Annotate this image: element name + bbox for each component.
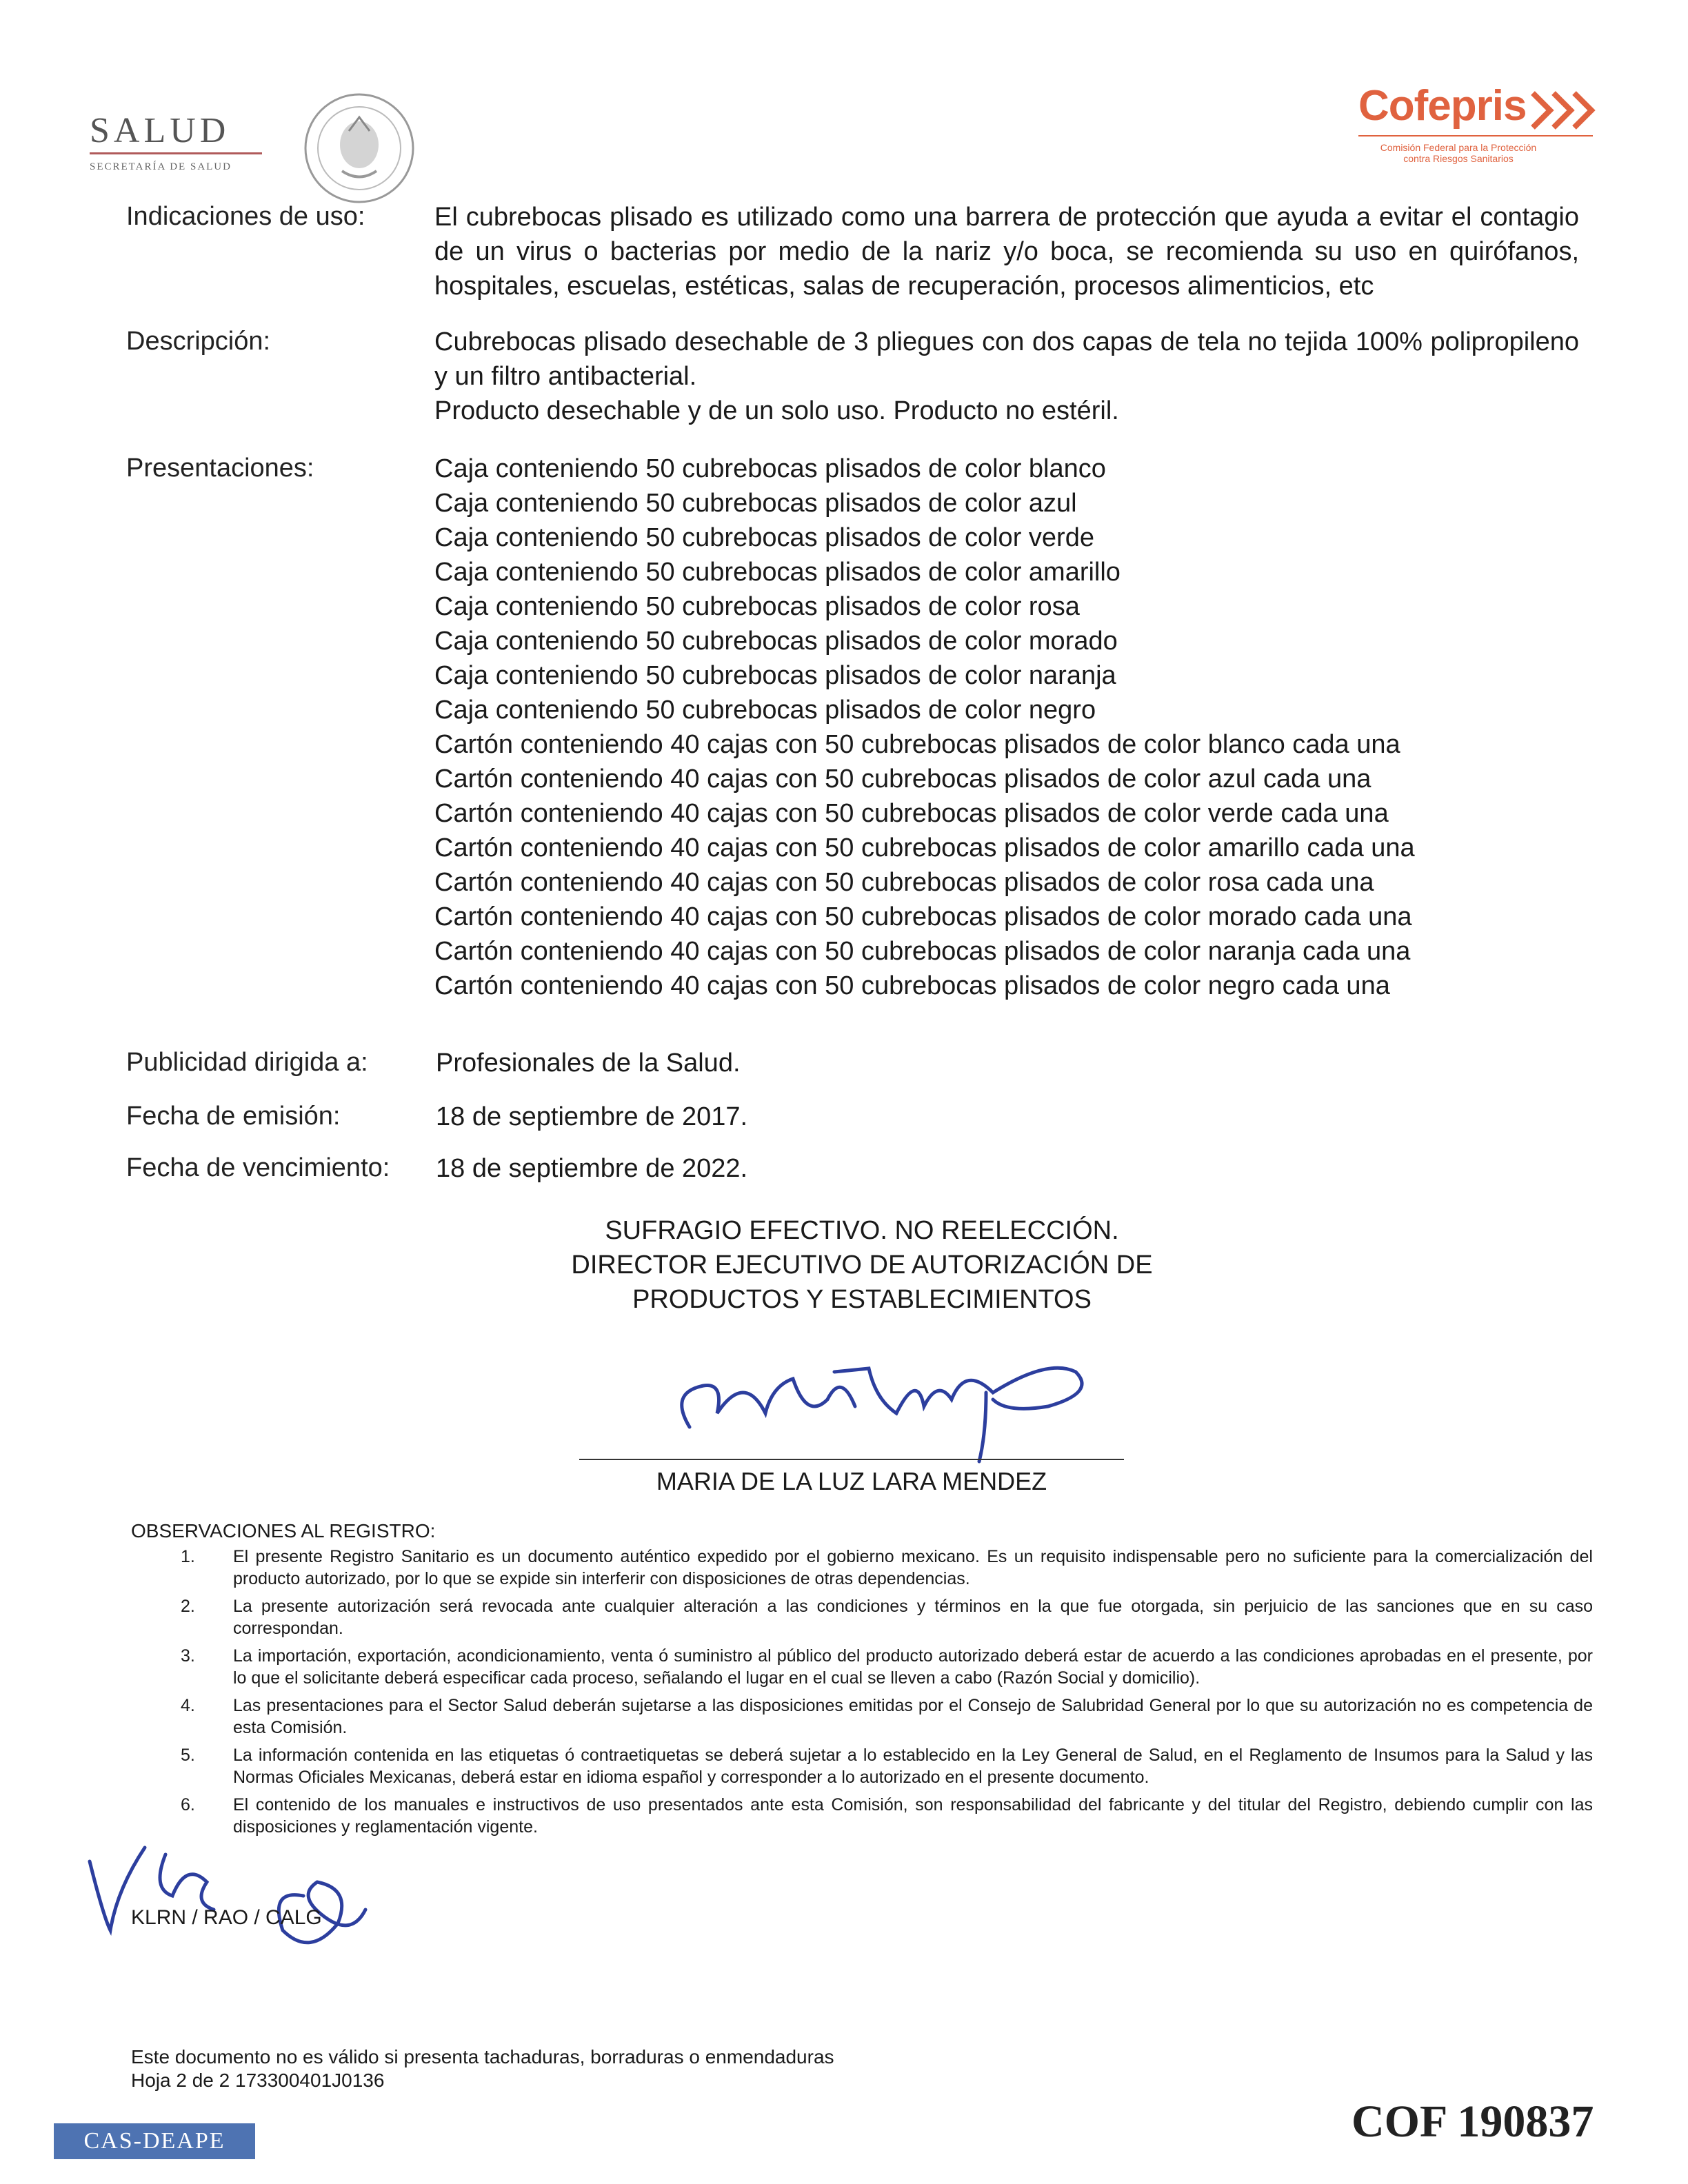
handwritten-signature-icon bbox=[662, 1331, 1103, 1468]
publicidad-label: Publicidad dirigida a: bbox=[126, 1048, 368, 1077]
list-item: Caja conteniendo 50 cubrebocas plisados de color amarillo bbox=[434, 558, 1121, 587]
list-item: Cartón conteniendo 40 cajas con 50 cubrebocas plisados de color verde cada una bbox=[434, 799, 1389, 828]
signature-line-2: DIRECTOR EJECUTIVO DE AUTORIZACIÓN DE bbox=[571, 1251, 1153, 1280]
descripcion-text-2: Producto desechable y de un solo uso. Producto no estéril. bbox=[434, 396, 1119, 425]
vencimiento-value: 18 de septiembre de 2022. bbox=[436, 1154, 748, 1183]
salud-subtitle: SECRETARÍA DE SALUD bbox=[90, 161, 232, 172]
salud-divider bbox=[90, 152, 262, 154]
list-item: Cartón conteniendo 40 cajas con 50 cubrebocas plisados de color blanco cada una bbox=[434, 730, 1400, 759]
initials-text: KLRN / RAO / CALG bbox=[131, 1906, 322, 1929]
list-item: Cartón conteniendo 40 cajas con 50 cubrebocas plisados de color naranja cada una bbox=[434, 937, 1411, 966]
list-item bbox=[131, 1695, 1593, 1739]
obs-text: La presente autorización será revocada ante cualquier alteración a las condiciones y términos en la que fue otorgada, sin perjuicio de las sanciones que en su caso correspondan. bbox=[233, 1597, 1593, 1638]
list-item bbox=[131, 1645, 1593, 1689]
presentaciones-list bbox=[434, 452, 1415, 1003]
list-item: Cartón conteniendo 40 cajas con 50 cubrebocas plisados de color morado cada una bbox=[434, 902, 1412, 931]
obs-text: La información contenida en las etiquetas ó contraetiquetas se deberá sujetar a lo establecido en la Ley General de Salud, en el Reglamento de Insumos para la Salud y las Normas Oficiales Mexicanas, deberá estar en idioma español y corresponder a lo autorizado en el presente documento. bbox=[233, 1746, 1593, 1787]
list-item: Caja conteniendo 50 cubrebocas plisados de color verde bbox=[434, 523, 1094, 552]
list-item: Cartón conteniendo 40 cajas con 50 cubrebocas plisados de color negro cada una bbox=[434, 971, 1390, 1000]
obs-number: 1. bbox=[181, 1547, 195, 1566]
signature-heading bbox=[496, 1213, 1227, 1317]
observaciones-list bbox=[131, 1546, 1593, 1843]
signatory-name: MARIA DE LA LUZ LARA MENDEZ bbox=[656, 1467, 1047, 1495]
list-item: Caja conteniendo 50 cubrebocas plisados de color negro bbox=[434, 696, 1096, 725]
cofepris-sub-line1: Comisión Federal para la Protección bbox=[1380, 142, 1537, 153]
publicidad-value: Profesionales de la Salud. bbox=[436, 1049, 741, 1078]
national-seal-icon bbox=[301, 90, 418, 207]
list-item: Cartón conteniendo 40 cajas con 50 cubrebocas plisados de color azul cada una bbox=[434, 765, 1372, 793]
signature-line-3: PRODUCTOS Y ESTABLECIMIENTOS bbox=[632, 1285, 1092, 1314]
list-item: Caja conteniendo 50 cubrebocas plisados de color rosa bbox=[434, 592, 1080, 621]
obs-text: Las presentaciones para el Sector Salud deberán sujetarse a las disposiciones emitidas por el Consejo de Salubridad General por lo que su autorización no es competencia de esta Comisión. bbox=[233, 1696, 1593, 1737]
cofepris-sub-line2: contra Riesgos Sanitarios bbox=[1403, 153, 1514, 164]
vencimiento-label: Fecha de vencimiento: bbox=[126, 1153, 390, 1182]
list-item: Cartón conteniendo 40 cajas con 50 cubrebocas plisados de color rosa cada una bbox=[434, 868, 1374, 897]
signature-line bbox=[579, 1459, 1124, 1460]
cofepris-subtitle bbox=[1352, 142, 1565, 164]
indicaciones-value: El cubrebocas plisado es utilizado como una barrera de protección que ayuda a evitar el contagio de un virus o bacterias por medio de la nariz y/o boca, se recomienda su uso en quirófanos, hospitales, escuelas, estéticas, salas de recuperación, procesos alimenticios, etc bbox=[434, 203, 1579, 301]
obs-number: 5. bbox=[181, 1746, 195, 1765]
observaciones-title: OBSERVACIONES AL REGISTRO: bbox=[131, 1520, 436, 1541]
signature-line-1: SUFRAGIO EFECTIVO. NO REELECCIÓN. bbox=[605, 1216, 1119, 1245]
page-reference: Hoja 2 de 2 173300401J0136 bbox=[131, 2070, 388, 2092]
indicaciones-label: Indicaciones de uso: bbox=[126, 202, 365, 231]
list-item bbox=[131, 1744, 1593, 1788]
list-item: Caja conteniendo 50 cubrebocas plisados de color naranja bbox=[434, 661, 1116, 690]
list-item bbox=[131, 1546, 1593, 1590]
cas-deape-badge: CAS-DEAPE bbox=[54, 2123, 255, 2159]
list-item bbox=[131, 1595, 1593, 1639]
salud-word: SALUD bbox=[90, 111, 230, 150]
descripcion-text: Cubrebocas plisado desechable de 3 pliegues con dos capas de tela no tejida 100% polipropileno y un filtro antibacterial. bbox=[434, 327, 1579, 391]
descripcion-value bbox=[434, 325, 1579, 428]
emision-value: 18 de septiembre de 2017. bbox=[436, 1102, 748, 1131]
cofepris-logo bbox=[1352, 81, 1627, 178]
cof-number: COF 190837 bbox=[1352, 2096, 1594, 2147]
presentaciones-label: Presentaciones: bbox=[126, 454, 314, 483]
obs-text: El presente Registro Sanitario es un documento auténtico expedido por el gobierno mexicano. Es un requisito indispensable pero no suficiente para la comercialización del producto autorizado, por lo que se expide sin interferir con disposiciones de otras dependencias. bbox=[233, 1547, 1593, 1588]
validity-note: Este documento no es válido si presenta tachaduras, borraduras o enmendaduras bbox=[131, 2046, 834, 2067]
list-item bbox=[131, 1794, 1593, 1838]
obs-text: La importación, exportación, acondicionamiento, venta ó suministro al público del producto autorizado deberá estar de acuerdo a las condiciones aprobadas en el presente, por lo que el solicitante deberá especificar cada proceso, señalando el lugar en el cual se lleven a cabo (Razón Social y domicilio). bbox=[233, 1646, 1593, 1688]
list-item: Caja conteniendo 50 cubrebocas plisados de color morado bbox=[434, 627, 1118, 656]
emision-label: Fecha de emisión: bbox=[126, 1102, 341, 1131]
salud-logo bbox=[90, 110, 269, 173]
cofepris-word: Cofepris bbox=[1358, 82, 1527, 130]
list-item: Caja conteniendo 50 cubrebocas plisados de color blanco bbox=[434, 454, 1106, 483]
obs-text: El contenido de los manuales e instructivos de uso presentados ante esta Comisión, son responsabilidad del fabricante y del titular del Registro, debiendo cumplir con las disposiciones y reglamentación vigente. bbox=[233, 1795, 1593, 1837]
cofepris-arrows-icon bbox=[1529, 90, 1598, 131]
obs-number: 2. bbox=[181, 1597, 195, 1616]
obs-number: 4. bbox=[181, 1696, 195, 1715]
obs-number: 3. bbox=[181, 1646, 195, 1666]
obs-number: 6. bbox=[181, 1795, 195, 1814]
descripcion-label: Descripción: bbox=[126, 327, 271, 356]
list-item: Caja conteniendo 50 cubrebocas plisados de color azul bbox=[434, 489, 1077, 518]
list-item: Cartón conteniendo 40 cajas con 50 cubrebocas plisados de color amarillo cada una bbox=[434, 833, 1415, 862]
cofepris-underline bbox=[1358, 135, 1593, 136]
